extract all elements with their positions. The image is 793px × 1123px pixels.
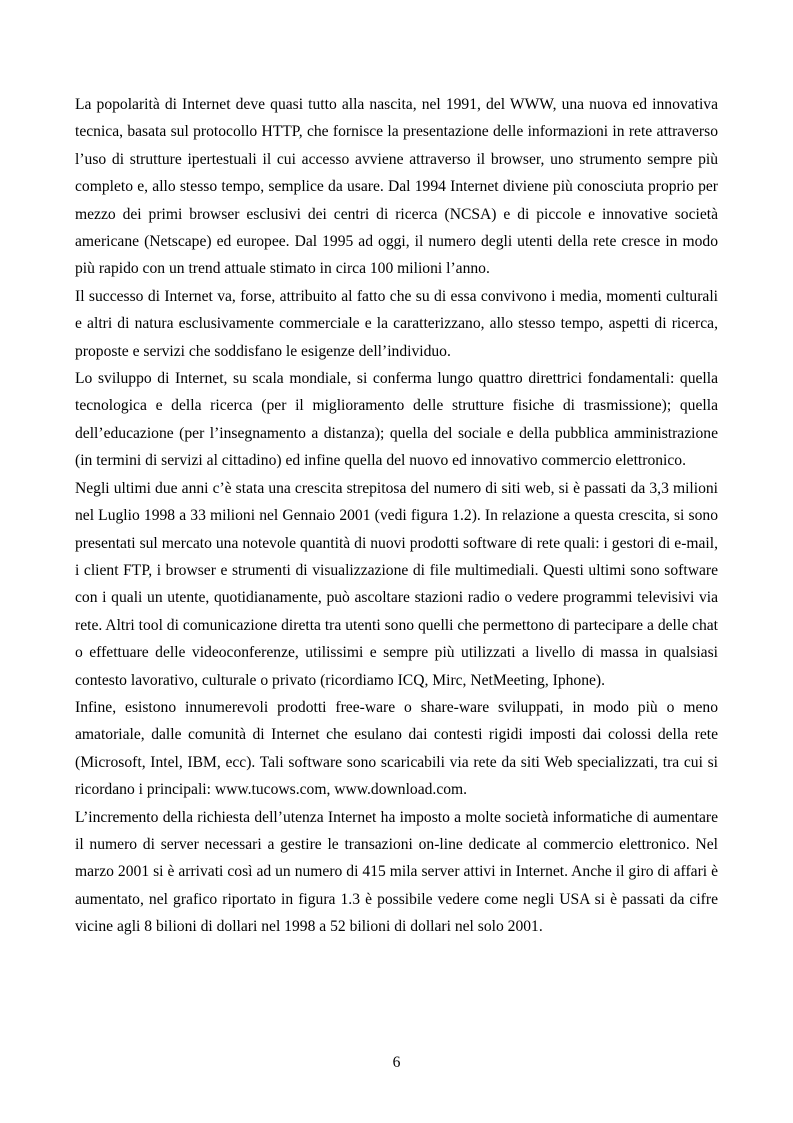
paragraph-www-history: La popolarità di Internet deve quasi tutto alla nascita, nel 1991, del WWW, una nuova ed innovativa tecnica, basata sul protocollo HTTP, che fornisce la presentazione delle informazioni in rete attraverso l’uso di strutture ipertestuali il cui accesso avviene attraverso il browser, uno strumento sempre più completo e, allo stesso tempo, semplice da usare. Dal 1994 Internet diviene più conosciuta proprio per mezzo dei primi browser esclusivi dei centri di ricerca (NCSA) e di piccole e innovative società americane (Netscape) ed europee. Dal 1995 ad oggi, il numero degli utenti della rete cresce in modo più rapido con un trend attuale stimato in circa 100 milioni l’anno. (75, 96, 718, 278)
paragraph-internet-success: Il successo di Internet va, forse, attribuito al fatto che su di essa convivono i media, momenti culturali e altri di natura esclusivamente commerciale e la caratterizzano, allo stesso tempo, aspetti di ricerca, proposte e servizi che soddisfano le esigenze dell’individuo. (75, 287, 718, 360)
paragraph-website-growth: Negli ultimi due anni c’è stata una crescita strepitosa del numero di siti web, si è passati da 3,3 milioni nel Luglio 1998 a 33 milioni nel Gennaio 2001 (vedi figura 1.2). In relazione a questa crescita, si sono presentati sul mercato una notevole quantità di nuovi prodotti software di rete quali: i gestori di e-mail, i client FTP, i browser e strumenti di visualizzazione di file multimediali. Questi ultimi sono software con i quali un utente, quotidianamente, può ascoltare stazioni radio o vedere programmi televisivi via rete. Altri tool di comunicazione diretta tra utenti sono quelli che permettono di partecipare a delle chat o effettuare delle videoconferenze, utilissimi e sempre più utilizzati a livello di massa in qualsiasi contesto lavorativo, culturale o privato (ricordiamo ICQ, Mirc, NetMeeting, Iphone). (75, 479, 718, 689)
paragraph-server-growth: L’incremento della richiesta dell’utenza Internet ha imposto a molte società informatiche di aumentare il numero di server necessari a gestire le transazioni on-line dedicate al commercio elettronico. Nel marzo 2001 si è arrivati così ad un numero di 415 mila server attivi in Internet. Anche il giro di affari è aumentato, nel grafico riportato in figura 1.3 è possibile vedere come negli USA si è passati da cifre vicine agli 8 bilioni di dollari nel 1998 a 52 bilioni di dollari nel solo 2001. (75, 808, 718, 936)
paragraph-freeware: Infine, esistono innumerevoli prodotti free-ware o share-ware sviluppati, in modo più o meno amatoriale, dalle comunità di Internet che esulano dai contesti rigidi imposti dai colossi della rete (Microsoft, Intel, IBM, ecc). Tali software sono scaricabili via rete da siti Web specializzati, tra cui si ricordano i principali: www.tucows.com, www.download.com. (75, 698, 718, 799)
page-number: 6 (392, 1054, 401, 1071)
body-text (75, 91, 718, 941)
paragraph-development-directions: Lo sviluppo di Internet, su scala mondiale, si conferma lungo quattro direttrici fondamentali: quella tecnologica e della ricerca (per il miglioramento delle strutture fisiche di trasmissione); quella dell’educazione (per l’insegnamento a distanza); quella del sociale e della pubblica amministrazione (in termini di servizi al cittadino) ed infine quella del nuovo ed innovativo commercio elettronico. (75, 370, 718, 470)
